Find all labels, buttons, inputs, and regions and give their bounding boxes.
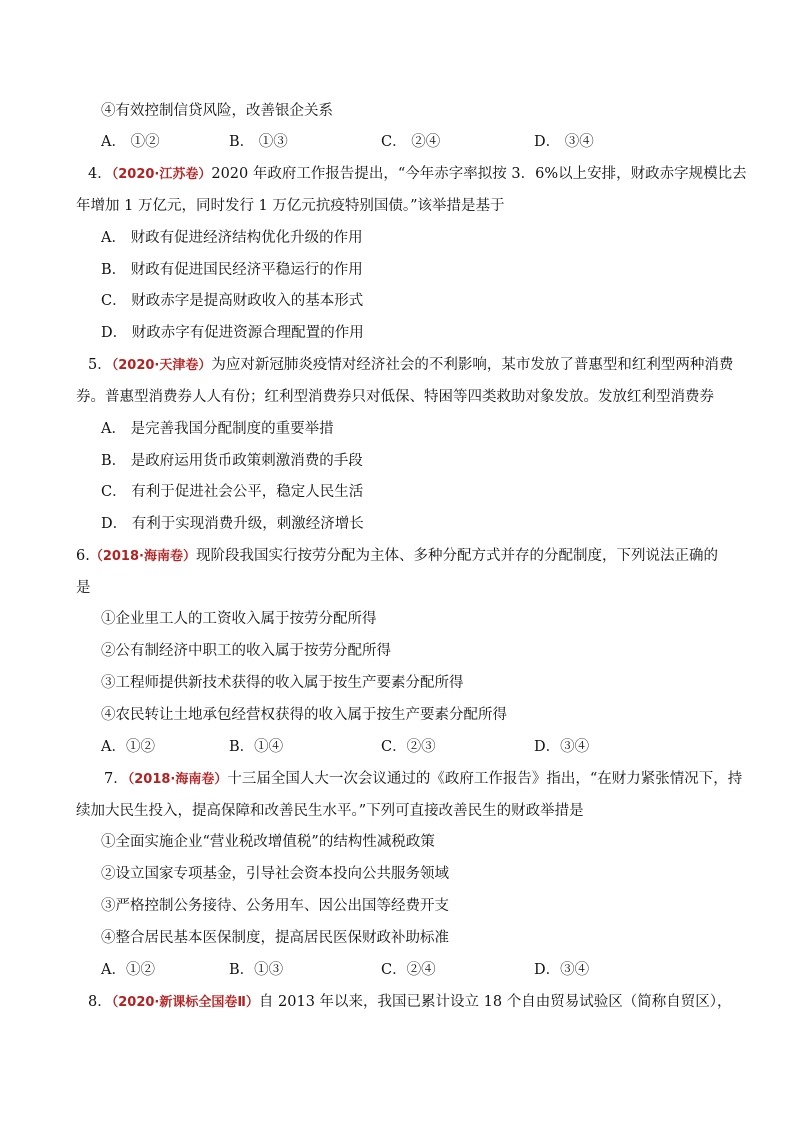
q6-item-1: ①企业里工人的工资收入属于按劳分配所得	[101, 611, 377, 627]
q8-source: （2020·新课标全国卷Ⅱ）	[111, 995, 259, 1010]
q4-stem-line-2: 年增加 1 万亿元，同时发行 1 万亿元抗疫特别国债。”该举措是基于	[76, 198, 505, 214]
q7-option-c: C．②④	[381, 962, 436, 978]
q7-source: （2018·海南卷）	[127, 772, 228, 787]
q5-option-b: B． 是政府运用货币政策刺激消费的手段	[101, 453, 363, 469]
q5-source: （2020·天津卷）	[111, 358, 212, 373]
q6-item-2: ②公有制经济中职工的收入属于按劳分配所得	[101, 643, 391, 659]
q7-option-d: D．③④	[534, 962, 590, 978]
q3-option-c: C． ②④	[381, 134, 441, 150]
q5-option-a: A． 是完善我国分配制度的重要举措	[101, 421, 334, 437]
q6-item-4: ④农民转让土地承包经营权获得的收入属于按生产要素分配所得	[101, 707, 507, 723]
q7-item-2: ②设立国家专项基金，引导社会资本投向公共服务领域	[101, 866, 449, 882]
q4-source: （2020·江苏卷）	[111, 167, 212, 182]
q6-option-a: A．①②	[101, 739, 155, 755]
q6-stem-text-1: 现阶段我国实行按劳分配为主体、多种分配方式并存的分配制度，下列说法正确的	[195, 548, 718, 564]
q6-option-d: D．③④	[534, 739, 590, 755]
q6-stem-line-2: 是	[76, 580, 91, 596]
q6-item-3: ③工程师提供新技术获得的收入属于按生产要素分配所得	[101, 675, 464, 691]
q4-option-b: B． 财政有促进国民经济平稳运行的作用	[101, 262, 363, 278]
q7-item-1: ①全面实施企业“营业税改增值税”的结构性减税政策	[101, 834, 435, 850]
q4-option-a: A． 财政有促进经济结构优化升级的作用	[101, 230, 363, 246]
q5-option-d: D． 有利于实现消费升级，刺激经济增长	[101, 516, 364, 532]
q3-option-a: A． ①②	[101, 134, 160, 150]
q4-number: 4．	[88, 166, 112, 182]
q7-stem-text-1: 十三届全国人大一次会议通过的《政府工作报告》指出，“在财力紧张情况下，持	[227, 771, 743, 787]
q3-item-4: ④有效控制信贷风险，改善银企关系	[101, 103, 333, 119]
q4-option-d: D． 财政赤字有促进资源合理配置的作用	[101, 325, 364, 341]
q6-option-c: C．②③	[381, 739, 436, 755]
q8-stem-text-1: 自 2013 年以来，我国已累计设立 18 个自由贸易试验区（简称自贸区），	[258, 994, 732, 1010]
q6-number: 6.	[76, 548, 90, 564]
q5-option-c: C． 有利于促进社会公平，稳定人民生活	[101, 484, 364, 500]
q7-stem-line-1	[104, 769, 746, 790]
q4-stem-text-1: 2020 年政府工作报告提出，“今年赤字率拟按 3．6%以上安排，财政赤字规模比去	[211, 166, 747, 182]
q8-number: 8．	[88, 994, 112, 1010]
q7-item-3: ③严格控制公务接待、公务用车、因公出国等经费开支	[101, 898, 449, 914]
q6-stem-line-1	[76, 546, 746, 567]
q7-option-b: B．①③	[229, 962, 284, 978]
q7-number: 7．	[104, 771, 128, 787]
q6-source: （2018·海南卷）	[89, 549, 196, 564]
q4-option-c: C． 财政赤字是提高财政收入的基本形式	[101, 293, 364, 309]
q8-stem-line-1	[88, 992, 746, 1013]
q4-stem-line-1	[88, 164, 746, 185]
q5-number: 5．	[88, 357, 112, 373]
q5-stem-text-1: 为应对新冠肺炎疫情对经济社会的不利影响，某市发放了普惠型和红利型两种消费	[211, 357, 734, 373]
q3-option-d: D． ③④	[534, 134, 594, 150]
q6-option-b: B．①④	[229, 739, 284, 755]
q3-option-b: B． ①③	[229, 134, 288, 150]
q7-stem-line-2: 续加大民生投入，提高保障和改善民生水平。”下列可直接改善民生的财政举措是	[76, 803, 584, 819]
q7-item-4: ④整合居民基本医保制度，提高居民医保财政补助标准	[101, 930, 449, 946]
q5-stem-line-2: 券。普惠型消费券人人有份；红利型消费券只对低保、特困等四类救助对象发放。发放红利型消费券	[76, 389, 714, 405]
q5-stem-line-1	[88, 355, 746, 376]
q7-option-a: A．①②	[101, 962, 155, 978]
